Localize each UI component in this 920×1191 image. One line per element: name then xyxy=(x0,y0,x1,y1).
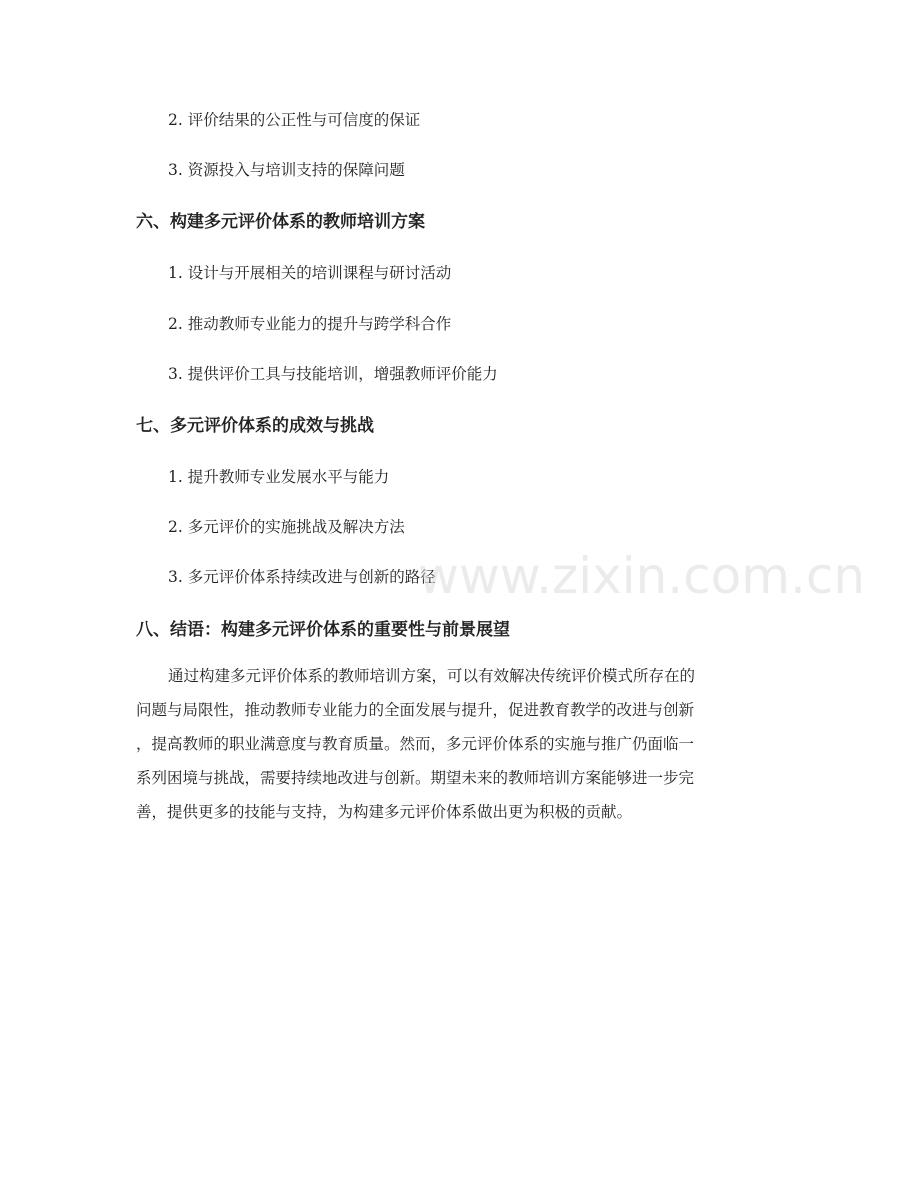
list-item: 1. 设计与开展相关的培训课程与研讨活动 xyxy=(168,264,452,282)
watermark: www.zixin.com.cn xyxy=(418,547,866,605)
list-item: 3. 多元评价体系持续改进与创新的路径 xyxy=(168,568,436,586)
list-item: 2. 评价结果的公正性与可信度的保证 xyxy=(168,111,421,129)
conclusion-paragraph xyxy=(136,659,788,829)
section-heading: 七、多元评价体系的成效与挑战 xyxy=(136,416,374,436)
paragraph-line: 通过构建多元评价体系的教师培训方案，可以有效解决传统评价模式所存在的 xyxy=(168,667,696,685)
list-item: 3. 提供评价工具与技能培训，增强教师评价能力 xyxy=(168,365,498,383)
paragraph-line: ，提高教师的职业满意度与教育质量。然而，多元评价体系的实施与推广仍面临一 xyxy=(136,735,695,753)
section-heading: 六、构建多元评价体系的教师培训方案 xyxy=(136,212,425,232)
list-item: 2. 多元评价的实施挑战及解决方法 xyxy=(168,518,405,536)
list-item: 1. 提升教师专业发展水平与能力 xyxy=(168,468,390,486)
paragraph-line: 问题与局限性，推动教师专业能力的全面发展与提升，促进教育教学的改进与创新 xyxy=(136,701,695,719)
section-heading: 八、结语：构建多元评价体系的重要性与前景展望 xyxy=(136,620,510,640)
list-item: 3. 资源投入与培训支持的保障问题 xyxy=(168,161,405,179)
paragraph-line: 系列困境与挑战，需要持续地改进与创新。期望未来的教师培训方案能够进一步完 xyxy=(136,769,695,787)
list-item: 2. 推动教师专业能力的提升与跨学科合作 xyxy=(168,315,452,333)
paragraph-line: 善，提供更多的技能与支持，为构建多元评价体系做出更为积极的贡献。 xyxy=(136,803,633,821)
